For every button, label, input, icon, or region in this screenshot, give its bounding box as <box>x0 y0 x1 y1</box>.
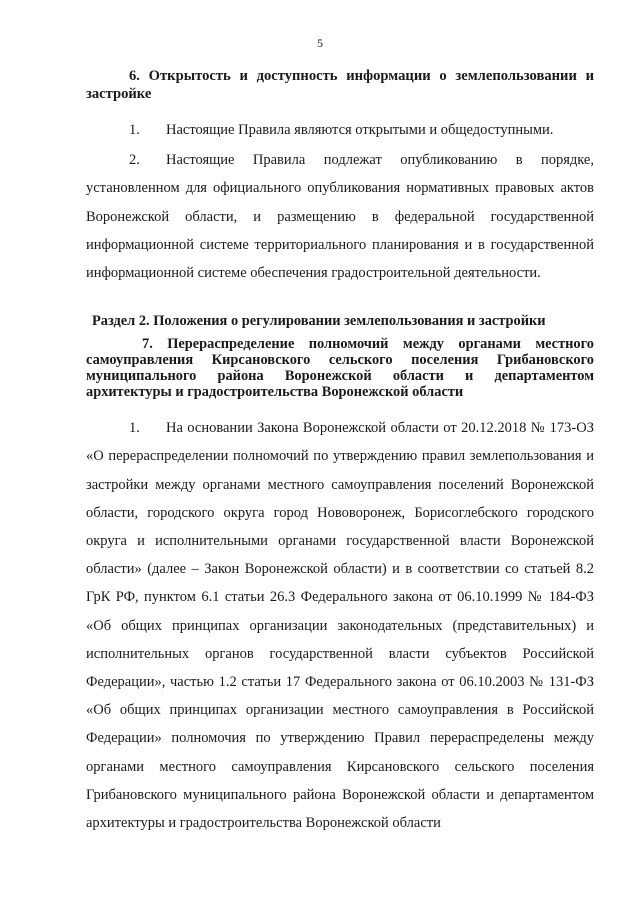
section-7-item-1 <box>86 414 594 837</box>
document-body <box>86 67 594 837</box>
section-6-item-2 <box>86 146 594 287</box>
section-7-heading: 7. Перераспределение полномочий между органами местного самоуправления Кирсановского сельского поселения Грибановского муниципального района Воронежской области и департаментом архитектуры и градостроительства Воронежской области <box>86 336 594 401</box>
part-2-heading: Раздел 2. Положения о регулировании землепользования и застройки <box>92 313 546 330</box>
item-number: 1. <box>129 420 140 437</box>
section-6-item-1 <box>86 116 594 144</box>
item-number: 2. <box>129 152 140 169</box>
page-number: 5 <box>317 36 323 50</box>
item-text: Настоящие Правила подлежат опубликованию в порядке, установленном для официального опубликования нормативных правовых актов Воронежской области, и размещению в федеральной государственной информационной системе территориального планирования и в государственной информационной системе обеспечения градостроительной деятельности. <box>86 152 594 282</box>
section-6-heading: 6. Открытость и доступность информации о землепользовании и застройке <box>86 68 594 102</box>
item-text: На основании Закона Воронежской области от 20.12.2018 № 173-ОЗ «О перераспределении полномочий по утверждению правил землепользования и застройки между органами местного самоуправления поселений Воронежской области, городского округа город Нововоронеж, Борисоглебского городского округа и исполнительными органами государственной власти Воронежской области» (далее – Закон Воронежской области) и в соответствии со статьей 8.2 ГрК РФ, пунктом 6.1 статьи 26.3 Федерального закона от 06.10.1999 № 184-ФЗ «Об общих принципах организации законодательных (представительных) и исполнительных органов государственной власти субъектов Российской Федерации», частью 1.2 статьи 17 Федерального закона от 06.10.2003 № 131-ФЗ «Об общих принципах организации местного самоуправления в Российской Федерации» полномочия по утверждению Правил перераспределены между органами местного самоуправления Кирсановского сельского поселения Грибановского муниципального района Воронежской области и департаментом архитектуры и градостроительства Воронежской области <box>86 420 594 832</box>
item-number: 1. <box>129 122 140 138</box>
item-text: Настоящие Правила являются открытыми и общедоступными. <box>166 122 554 138</box>
